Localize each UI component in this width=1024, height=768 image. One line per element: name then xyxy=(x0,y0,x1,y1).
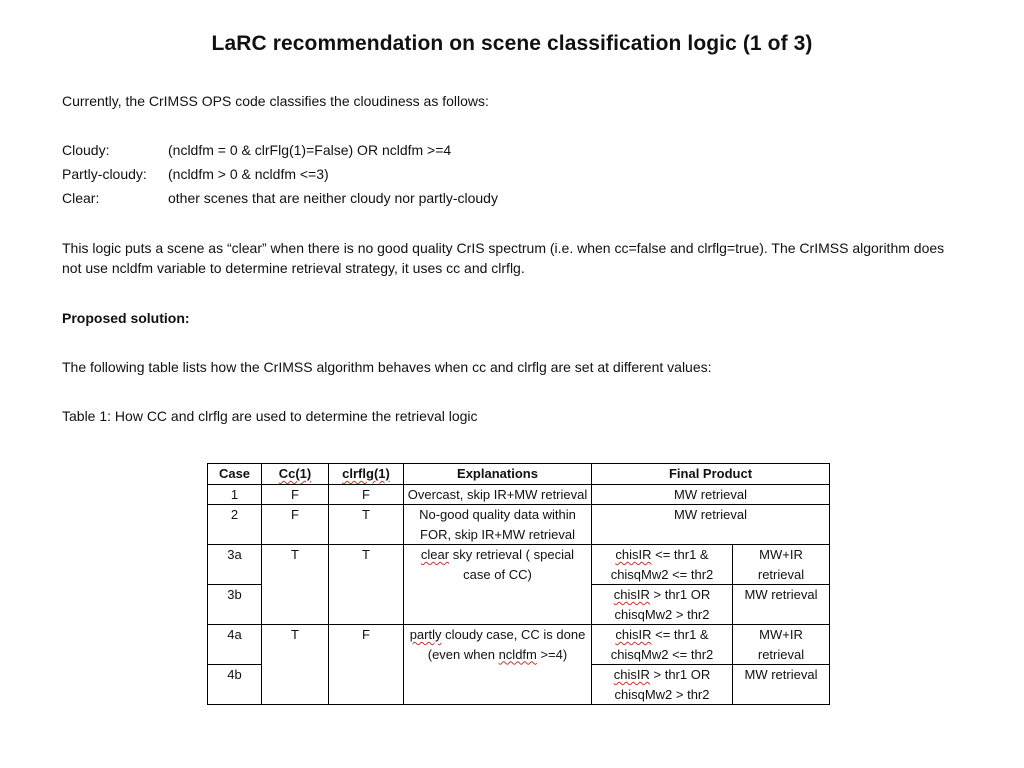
cell-case: 4a xyxy=(208,625,262,665)
table-row xyxy=(208,484,830,505)
table-header-row xyxy=(208,464,830,485)
condition-text: > thr1 OR chisqMw2 > thr2 xyxy=(614,667,711,702)
condition-text: > thr1 OR chisqMw2 > thr2 xyxy=(614,587,711,622)
explanation-text: cloudy case, CC is done (even when xyxy=(427,627,586,662)
definition-rule: other scenes that are neither cloudy nor partly-cloudy xyxy=(168,190,498,206)
cell-explanation xyxy=(404,625,592,705)
cell-cc: F xyxy=(262,484,329,505)
cell-clrflg: T xyxy=(329,505,404,545)
header-explanations: Explanations xyxy=(404,464,592,485)
cell-clrflg: F xyxy=(329,484,404,505)
explanation-word: clear xyxy=(420,547,450,562)
slide-title: LaRC recommendation on scene classification logic (1 of 3) xyxy=(211,32,813,55)
header-case: Case xyxy=(208,464,262,485)
proposed-solution-heading: Proposed solution: xyxy=(62,310,190,326)
condition-var: chisIR xyxy=(615,547,652,562)
definition-clear xyxy=(62,188,962,212)
header-final-product: Final Product xyxy=(592,464,830,485)
condition-text: <= thr1 & chisqMw2 <= thr2 xyxy=(610,627,714,662)
cell-final-product: MW retrieval xyxy=(733,665,830,705)
cell-final-product: MW+IR retrieval xyxy=(733,625,830,665)
condition-var: chisIR xyxy=(613,667,650,682)
classification-definitions xyxy=(62,140,962,212)
logic-paragraph: This logic puts a scene as “clear” when there is no good quality CrIS spectrum (i.e. when cc=false and clrflg=true). The CrIMSS algorithm does not use ncldfm variable to determine retrieval strategy, it uses cc and clrflg. xyxy=(62,240,945,276)
cell-case: 1 xyxy=(208,484,262,505)
definition-partly-cloudy xyxy=(62,164,962,188)
table-row xyxy=(208,545,830,585)
cell-final-product: MW retrieval xyxy=(733,585,830,625)
cell-cc: T xyxy=(262,625,329,705)
definition-term: Partly-cloudy: xyxy=(62,166,147,182)
header-cc xyxy=(262,464,329,485)
cell-final-product: MW retrieval xyxy=(592,505,830,545)
cell-case: 3a xyxy=(208,545,262,585)
cell-final-product: MW retrieval xyxy=(592,484,830,505)
table-intro-paragraph: The following table lists how the CrIMSS algorithm behaves when cc and clrflg are set at different values: xyxy=(62,359,712,375)
cell-case: 2 xyxy=(208,505,262,545)
table-caption: Table 1: How CC and clrflg are used to determine the retrieval logic xyxy=(62,408,478,424)
explanation-word: partly xyxy=(409,627,442,642)
header-cc-label: Cc(1) xyxy=(278,466,312,481)
definition-cloudy xyxy=(62,140,962,164)
explanation-text: >=4) xyxy=(536,646,568,662)
cell-case: 3b xyxy=(208,585,262,625)
header-clrflg xyxy=(329,464,404,485)
definition-rule: (ncldfm > 0 & ncldfm <=3) xyxy=(168,166,329,182)
cell-clrflg: F xyxy=(329,625,404,705)
cell-clrflg: T xyxy=(329,545,404,625)
definition-rule: (ncldfm = 0 & clrFlg(1)=False) OR ncldfm >=4 xyxy=(168,142,452,158)
cell-explanation: No-good quality data within FOR, skip IR+MW retrieval xyxy=(404,505,592,545)
cell-condition xyxy=(592,545,733,585)
cell-explanation: Overcast, skip IR+MW retrieval xyxy=(404,484,592,505)
cell-cc: T xyxy=(262,545,329,625)
cell-final-product: MW+IR retrieval xyxy=(733,545,830,585)
explanation-text: sky retrieval ( special case of CC) xyxy=(449,547,575,582)
table-row xyxy=(208,625,830,665)
retrieval-logic-table xyxy=(207,463,830,705)
cell-condition xyxy=(592,665,733,705)
header-clrflg-label: clrflg(1) xyxy=(342,466,390,481)
table-row xyxy=(208,505,830,545)
cell-cc: F xyxy=(262,505,329,545)
condition-text: <= thr1 & chisqMw2 <= thr2 xyxy=(610,547,714,582)
condition-var: chisIR xyxy=(615,627,652,642)
cell-case: 4b xyxy=(208,665,262,705)
intro-paragraph: Currently, the CrIMSS OPS code classifies the cloudiness as follows: xyxy=(62,93,489,109)
explanation-word: ncldfm xyxy=(498,646,537,662)
cell-explanation xyxy=(404,545,592,625)
condition-var: chisIR xyxy=(613,587,650,602)
definition-term: Cloudy: xyxy=(62,142,110,158)
cell-condition xyxy=(592,585,733,625)
cell-condition xyxy=(592,625,733,665)
definition-term: Clear: xyxy=(62,190,100,206)
